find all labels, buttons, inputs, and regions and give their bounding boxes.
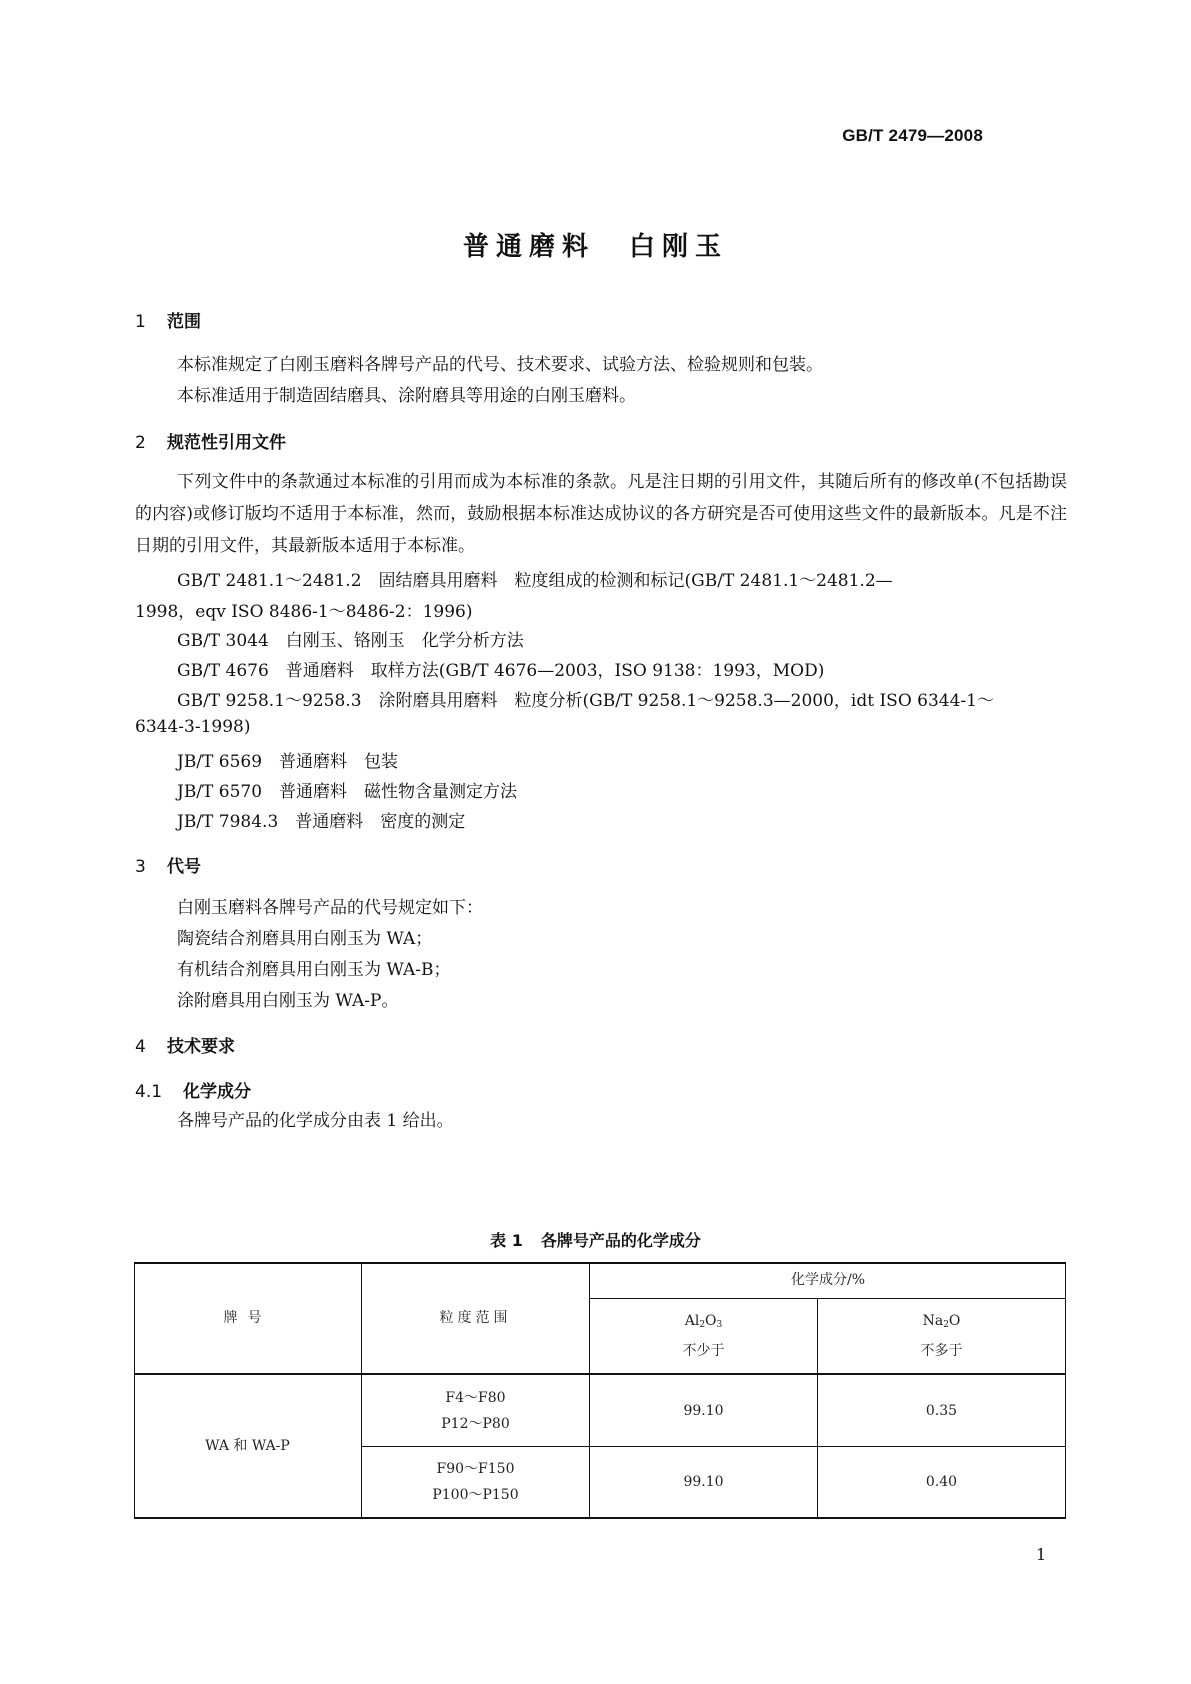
section-3-paragraph-3: 有机结合剂磨具用白刚玉为 WA-B； [177,960,451,980]
header-size-range-label: 粒度范围 [439,1309,512,1326]
reference-2: GB/T 3044 白刚玉、铬刚玉 化学分析方法 [177,631,524,651]
section-number: 3 [135,857,146,877]
reference-4-line-2: 6344-3-1998) [135,717,251,737]
size-range-line-2: P100～P150 [432,1487,519,1503]
section-title: 范围 [167,312,201,332]
section-3-paragraph-4: 涂附磨具用白刚玉为 WA-P。 [177,991,399,1011]
reference-1-line-2: 1998，eqv ISO 8486-1～8486-2：1996) [135,602,473,622]
table-caption [0,1228,1191,1251]
reference-4-line-1: GB/T 9258.1～9258.3 涂附磨具用磨料 粒度分析(GB/T 9258.1～9258.3—2000，idt ISO 6344-1～ [177,691,994,711]
section-title: 规范性引用文件 [167,433,286,453]
reference-1-line-1: GB/T 2481.1～2481.2 固结磨具用磨料 粒度组成的检测和标记(GB/T 2481.1～2481.2— [177,571,893,591]
section-number: 2 [135,433,146,453]
title-part2: 白刚玉 [629,232,729,262]
header-al2o3 [590,1299,817,1373]
section-number: 1 [135,312,146,332]
section-2-heading [135,428,286,453]
title-part1: 普通磨料 [462,232,595,262]
section-1-heading [135,307,201,332]
reference-7: JB/T 7984.3 普通磨料 密度的测定 [177,812,466,832]
section-4-heading [135,1032,235,1057]
table-caption-number: 表 1 [490,1231,523,1250]
standard-code: GB/T 2479—2008 [842,126,983,145]
al2o3-value-cell [590,1447,817,1517]
section-title: 代号 [167,857,201,877]
header-composition-label: 化学成分/% [790,1272,866,1288]
na2o-value: 0.35 [925,1402,958,1419]
reference-5: JB/T 6569 普通磨料 包装 [177,752,399,772]
header-grade-label: 牌号 [223,1309,272,1326]
header-composition [590,1262,1066,1298]
al2o3-formula: $Al_2O_3$ [684,1313,723,1330]
section-2-intro: 下列文件中的条款通过本标准的引用而成为本标准的条款。凡是注日期的引用文件，其随后所有的修改单(不包括勘误的内容)或修订版均不适用于本标准，然而，鼓励根据本标准达成协议的各方研究是否可使用这些文件的最新版本。凡是不注日期的引用文件，其最新版本适用于本标准。 [135,472,1067,556]
section-4-1-paragraph: 各牌号产品的化学成分由表 1 给出。 [177,1111,454,1131]
al2o3-note: 不少于 [682,1343,725,1359]
page-number: 1 [1036,1545,1047,1564]
chemical-composition-table [134,1262,1066,1519]
table-row [362,1447,589,1517]
section-1-paragraph-2: 本标准适用于制造固结磨具、涂附磨具等用途的白刚玉磨料。 [177,386,636,406]
section-3-heading [135,852,201,877]
reference-6: JB/T 6570 普通磨料 磁性物含量测定方法 [177,782,518,802]
section-title: 技术要求 [167,1037,235,1057]
subsection-4-1-heading [135,1077,251,1102]
reference-3: GB/T 4676 普通磨料 取样方法(GB/T 4676—2003，ISO 9138：1993，MOD) [177,661,825,681]
al2o3-value-cell [590,1375,817,1446]
na2o-formula: $Na_2O$ [922,1313,961,1330]
size-range-line-1: F90～F150 [436,1461,515,1477]
al2o3-value: 99.10 [683,1402,724,1419]
table-right-rule [1065,1262,1066,1519]
na2o-note: 不多于 [920,1343,963,1359]
section-3-paragraph-1: 白刚玉磨料各牌号产品的代号规定如下： [177,898,483,918]
header-grade [134,1262,361,1373]
table-row [362,1375,589,1446]
section-3-paragraph-2: 陶瓷结合剂磨具用白刚玉为 WA； [177,929,433,949]
subsection-number: 4.1 [135,1082,163,1102]
grade-cell [134,1375,361,1517]
table-caption-text: 各牌号产品的化学成分 [540,1231,701,1250]
na2o-value: 0.40 [925,1474,958,1490]
al2o3-value: 99.10 [683,1474,724,1490]
header-na2o [818,1299,1065,1373]
na2o-value-cell [818,1375,1065,1446]
size-range-line-1: F4～F80 [445,1389,506,1406]
document-title [0,226,1191,263]
section-number: 4 [135,1037,146,1057]
size-range-line-2: P12～P80 [441,1415,510,1432]
grade-value: WA 和 WA-P [205,1438,290,1454]
subsection-title: 化学成分 [183,1082,251,1102]
na2o-value-cell [818,1447,1065,1517]
header-size-range [362,1262,589,1373]
table-bottom-rule [134,1517,1066,1519]
section-1-paragraph-1: 本标准规定了白刚玉磨料各牌号产品的代号、技术要求、试验方法、检验规则和包装。 [177,355,823,375]
